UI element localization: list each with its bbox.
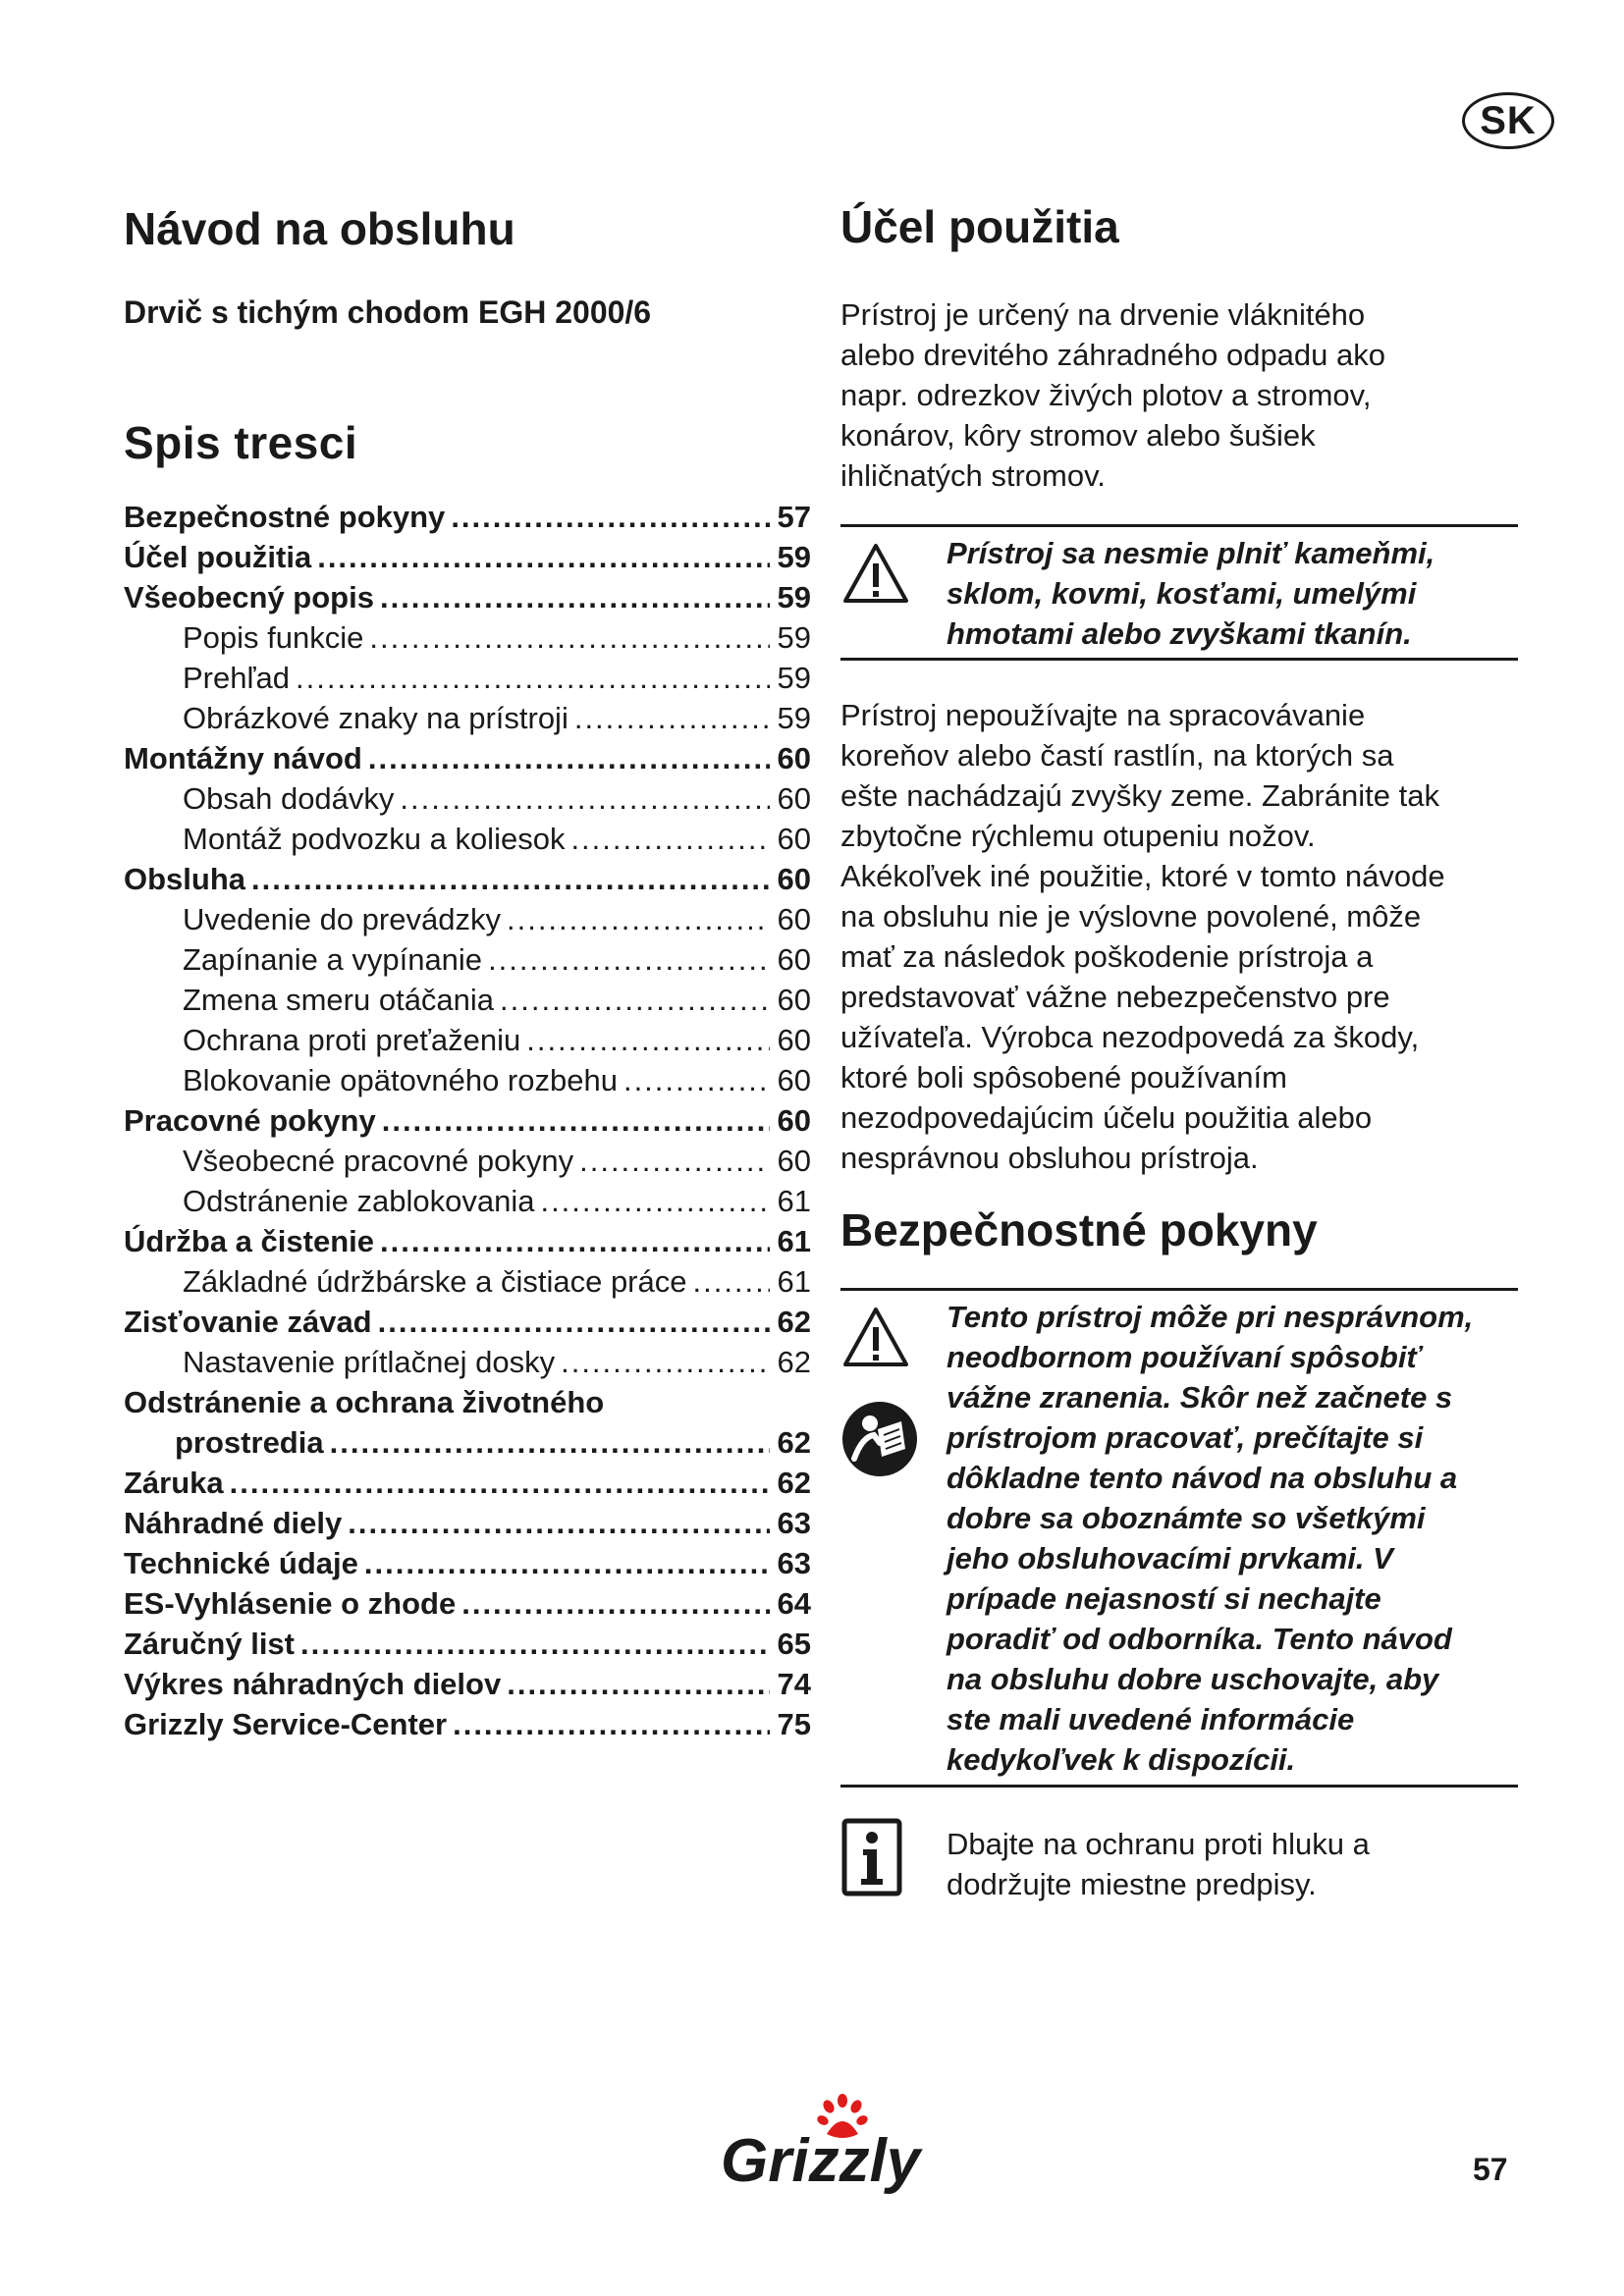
- toc-leader-dots: [500, 980, 770, 1020]
- paragraph-line: ktoré boli spôsobené používaním: [840, 1060, 1287, 1095]
- toc-entry: [124, 1221, 811, 1261]
- divider: [840, 1288, 1518, 1291]
- warning-line: prípade nejasností si nechajte: [947, 1581, 1381, 1616]
- toc-entry-title: Montáž podvozku a koliesok: [183, 822, 566, 856]
- toc-entry-title: Blokovanie opätovného rozbehu: [183, 1063, 618, 1097]
- page-number: 57: [1473, 2152, 1508, 2187]
- toc-entry: [124, 617, 811, 658]
- toc-entry-page: 60: [777, 942, 811, 977]
- toc-leader-dots: [488, 939, 770, 980]
- paragraph-line: ešte nachádzajú zvyšky zeme. Zabránite tak: [840, 778, 1439, 813]
- toc-entry-title: Údržba a čistenie: [124, 1224, 374, 1258]
- toc-leader-dots: [368, 738, 770, 778]
- warning-icon: [840, 538, 911, 609]
- toc-entry: [124, 1583, 811, 1624]
- toc-entry-page: 63: [777, 1506, 811, 1540]
- toc-entry: [124, 1020, 811, 1060]
- paragraph-line: na obsluhu nie je výslovne povolené, môže: [840, 899, 1422, 934]
- paw-icon: [717, 2091, 923, 2199]
- purpose-heading: Účel použitia: [840, 201, 1119, 252]
- divider: [840, 1785, 1518, 1788]
- toc-leader-dots: [317, 537, 770, 577]
- toc-leader-dots: [369, 617, 770, 658]
- warning-line: hmotami alebo zvyškami tkanín.: [947, 616, 1412, 651]
- paragraph-line: koreňov alebo častí rastlín, na ktorých sa: [840, 738, 1394, 773]
- warning-line: jeho obsluhovacími prvkami. V: [947, 1541, 1393, 1575]
- toc-entry: [124, 738, 811, 778]
- toc-entry-page: 60: [777, 1144, 811, 1178]
- toc-entry-page: 62: [777, 1345, 811, 1379]
- toc-entry: [124, 778, 811, 819]
- toc-entry-page: 60: [777, 781, 811, 816]
- toc-entry-title: Montážny návod: [124, 741, 362, 775]
- toc-entry-page: 59: [777, 540, 811, 574]
- info-icon: [840, 1818, 903, 1896]
- warning-line: dobre sa oboznámte so všetkými: [947, 1501, 1426, 1535]
- toc-entry-page: 60: [777, 1063, 811, 1097]
- toc-entry: [124, 1181, 811, 1221]
- toc-entry-page: 61: [777, 1224, 811, 1258]
- toc-entry: [124, 819, 811, 859]
- toc-leader-dots: [300, 1624, 770, 1664]
- toc-entry-page: 75: [777, 1707, 811, 1741]
- paragraph-line: zbytočne rýchlemu otupeniu nožov.: [840, 819, 1316, 853]
- info-line: dodržujte miestne predpisy.: [947, 1867, 1317, 1901]
- toc-leader-dots: [570, 819, 770, 859]
- toc-entry: [124, 1543, 811, 1583]
- toc-leader-dots: [451, 497, 770, 537]
- toc-entry: [124, 980, 811, 1020]
- toc-entry: [124, 1704, 811, 1744]
- toc-entry-title: prostredia: [175, 1425, 324, 1460]
- warning-line: sklom, kovmi, kosťami, umelými: [947, 576, 1417, 611]
- toc-entry-title: Obrázkové znaky na prístroji: [183, 701, 568, 735]
- warning-line: poradiť od odborníka. Tento návod: [947, 1622, 1452, 1656]
- divider: [840, 524, 1518, 527]
- toc-entry-page: 60: [777, 983, 811, 1017]
- toc-entry: [124, 939, 811, 980]
- toc-entry-page: 61: [777, 1264, 811, 1299]
- toc-leader-dots: [296, 658, 770, 698]
- divider: [840, 658, 1518, 661]
- paragraph-line: alebo drevitého záhradného odpadu ako: [840, 338, 1386, 372]
- toc-entry-page: 62: [777, 1466, 811, 1500]
- toc-entry-title: Zapínanie a vypínanie: [183, 942, 483, 977]
- toc-entry-page: 60: [777, 741, 811, 775]
- toc-entry: [124, 1624, 811, 1664]
- paragraph-line: nezodpovedajúcim účelu použitia alebo: [840, 1100, 1373, 1135]
- toc-entry-title: Ochrana proti preťaženiu: [183, 1023, 521, 1057]
- toc-entry: [124, 698, 811, 738]
- toc-entry-title: Popis funkcie: [183, 620, 364, 655]
- warning-notice-safety: [947, 1297, 1555, 1780]
- warning-line: Prístroj sa nesmie plniť kameňmi,: [947, 536, 1435, 570]
- toc-entry: [124, 1302, 811, 1342]
- toc-leader-dots: [461, 1583, 770, 1624]
- toc-entry-title: Obsluha: [124, 862, 246, 896]
- page-title: Návod na obsluhu: [124, 203, 515, 254]
- toc-entry-page: 60: [777, 822, 811, 856]
- toc-leader-dots: [623, 1060, 770, 1100]
- toc-entry-title: Záruka: [124, 1466, 224, 1500]
- warning-line: Tento prístroj môže pri nesprávnom,: [947, 1300, 1474, 1334]
- paragraph-line: Prístroj je určený na drvenie vláknitého: [840, 297, 1366, 332]
- toc-entry-page: 59: [777, 620, 811, 655]
- toc-entry-page: 64: [777, 1586, 811, 1621]
- toc-entry-title: Základné údržbárske a čistiace práce: [183, 1264, 687, 1299]
- toc-entry-title: Prehľad: [183, 661, 290, 695]
- toc-entry: [124, 1261, 811, 1302]
- paragraph-line: mať za následok poškodenie prístroja a: [840, 939, 1374, 974]
- toc-entry-title: Výkres náhradných dielov: [124, 1667, 502, 1701]
- toc-entry-page: 59: [777, 701, 811, 735]
- toc-leader-dots: [230, 1463, 770, 1503]
- toc-entry-title: Účel použitia: [124, 540, 312, 574]
- toc-entry: [124, 1463, 811, 1503]
- toc-entry-page: 60: [777, 862, 811, 896]
- usage-paragraph: [840, 695, 1547, 1178]
- toc-entry-title: Odstránenie zablokovania: [183, 1184, 535, 1218]
- toc-entry-title: Bezpečnostné pokyny: [124, 500, 446, 534]
- toc-leader-dots: [330, 1422, 770, 1463]
- toc-entry-page: 60: [777, 1103, 811, 1138]
- paragraph-line: nesprávnou obsluhou prístroja.: [840, 1141, 1259, 1175]
- toc-entry: [124, 899, 811, 939]
- toc-entry-title: Všeobecný popis: [124, 580, 374, 614]
- toc-entry: [124, 1060, 811, 1100]
- paragraph-line: napr. odrezkov živých plotov a stromov,: [840, 378, 1372, 412]
- toc-entry-title: Zisťovanie závad: [124, 1305, 372, 1339]
- warning-line: ste mali uvedené informácie: [947, 1702, 1355, 1736]
- paragraph-line: ihličnatých stromov.: [840, 458, 1106, 493]
- toc-heading: Spis tresci: [124, 417, 358, 468]
- toc-leader-dots: [382, 1100, 770, 1141]
- toc-entry: [124, 1422, 811, 1463]
- toc-entry: [124, 577, 811, 617]
- toc-leader-dots: [561, 1342, 770, 1382]
- toc-entry-title: Odstránenie a ochrana životného: [124, 1385, 605, 1419]
- toc-entry: [124, 658, 811, 698]
- paragraph-line: predstavovať vážne nebezpečenstvo pre: [840, 980, 1390, 1014]
- toc-entry-page: 62: [777, 1425, 811, 1460]
- warning-line: dôkladne tento návod na obsluhu a: [947, 1461, 1458, 1495]
- toc-leader-dots: [380, 1221, 770, 1261]
- toc-leader-dots: [348, 1503, 770, 1543]
- toc-entry-title: Pracovné pokyny: [124, 1103, 376, 1138]
- toc-entry: [124, 1382, 811, 1422]
- grizzly-logo: [717, 2091, 923, 2199]
- safety-heading: Bezpečnostné pokyny: [840, 1204, 1318, 1255]
- toc-entry: [124, 1342, 811, 1382]
- toc-leader-dots: [251, 859, 770, 899]
- toc-entry-title: Zmena smeru otáčania: [183, 983, 495, 1017]
- toc-entry-page: 60: [777, 902, 811, 936]
- table-of-contents: [124, 497, 811, 1744]
- toc-leader-dots: [507, 1664, 770, 1704]
- toc-entry-title: ES-Vyhlásenie o zhode: [124, 1586, 457, 1621]
- paragraph-line: Akékoľvek iné použitie, ktoré v tomto návode: [840, 859, 1445, 893]
- paragraph-line: konárov, kôry stromov alebo šušiek: [840, 418, 1316, 453]
- toc-leader-dots: [507, 899, 770, 939]
- toc-leader-dots: [692, 1261, 770, 1302]
- read-manual-icon: [840, 1400, 919, 1478]
- product-subtitle: Drvič s tichým chodom EGH 2000/6: [124, 294, 652, 330]
- info-line: Dbajte na ochranu proti hluku a: [947, 1827, 1370, 1861]
- toc-leader-dots: [526, 1020, 770, 1060]
- warning-line: kedykoľvek k dispozícii.: [947, 1742, 1296, 1777]
- warning-line: na obsluhu dobre uschovajte, aby: [947, 1662, 1439, 1696]
- toc-leader-dots: [378, 1302, 770, 1342]
- toc-entry: [124, 1664, 811, 1704]
- toc-leader-dots: [400, 778, 770, 819]
- toc-entry-title: Nastavenie prítlačnej dosky: [183, 1345, 556, 1379]
- toc-entry-title: Záručný list: [124, 1627, 295, 1661]
- toc-entry: [124, 537, 811, 577]
- warning-notice-materials: [947, 533, 1536, 654]
- toc-entry-page: 57: [777, 500, 811, 534]
- language-badge: SK: [1462, 92, 1554, 149]
- toc-entry-page: 62: [777, 1305, 811, 1339]
- toc-entry-title: Technické údaje: [124, 1546, 358, 1580]
- toc-leader-dots: [579, 1141, 770, 1181]
- toc-entry-page: 65: [777, 1627, 811, 1661]
- toc-entry-title: Uvedenie do prevádzky: [183, 902, 501, 936]
- toc-entry: [124, 1100, 811, 1141]
- toc-entry-title: Všeobecné pracovné pokyny: [183, 1144, 574, 1178]
- toc-entry: [124, 1141, 811, 1181]
- toc-entry-page: 61: [777, 1184, 811, 1218]
- toc-entry-page: 59: [777, 661, 811, 695]
- toc-entry: [124, 859, 811, 899]
- paragraph-line: Prístroj nepoužívajte na spracovávanie: [840, 698, 1366, 732]
- svg-text:Grizzly: Grizzly: [721, 2127, 921, 2195]
- toc-leader-dots: [453, 1704, 770, 1744]
- toc-entry-page: 60: [777, 1023, 811, 1057]
- toc-entry-page: 59: [777, 580, 811, 614]
- toc-entry-title: Obsah dodávky: [183, 781, 395, 816]
- toc-entry-title: Náhradné diely: [124, 1506, 343, 1540]
- paragraph-line: užívateľa. Výrobca nezodpovedá za škody,: [840, 1020, 1420, 1054]
- purpose-paragraph: [840, 294, 1528, 496]
- toc-entry: [124, 1503, 811, 1543]
- warning-line: neodbornom používaní spôsobiť: [947, 1340, 1422, 1374]
- toc-entry-page: 74: [777, 1667, 811, 1701]
- toc-entry-title: Grizzly Service-Center: [124, 1707, 448, 1741]
- toc-entry-page: 63: [777, 1546, 811, 1580]
- toc-entry: [124, 497, 811, 537]
- info-note: [947, 1824, 1536, 1904]
- warning-line: prístrojom pracovať, prečítajte si: [947, 1420, 1424, 1455]
- toc-leader-dots: [574, 698, 770, 738]
- warning-line: vážne zranenia. Skôr než začnete s: [947, 1380, 1453, 1415]
- toc-leader-dots: [380, 577, 770, 617]
- warning-icon: [840, 1302, 911, 1372]
- toc-leader-dots: [364, 1543, 770, 1583]
- toc-leader-dots: [540, 1181, 770, 1221]
